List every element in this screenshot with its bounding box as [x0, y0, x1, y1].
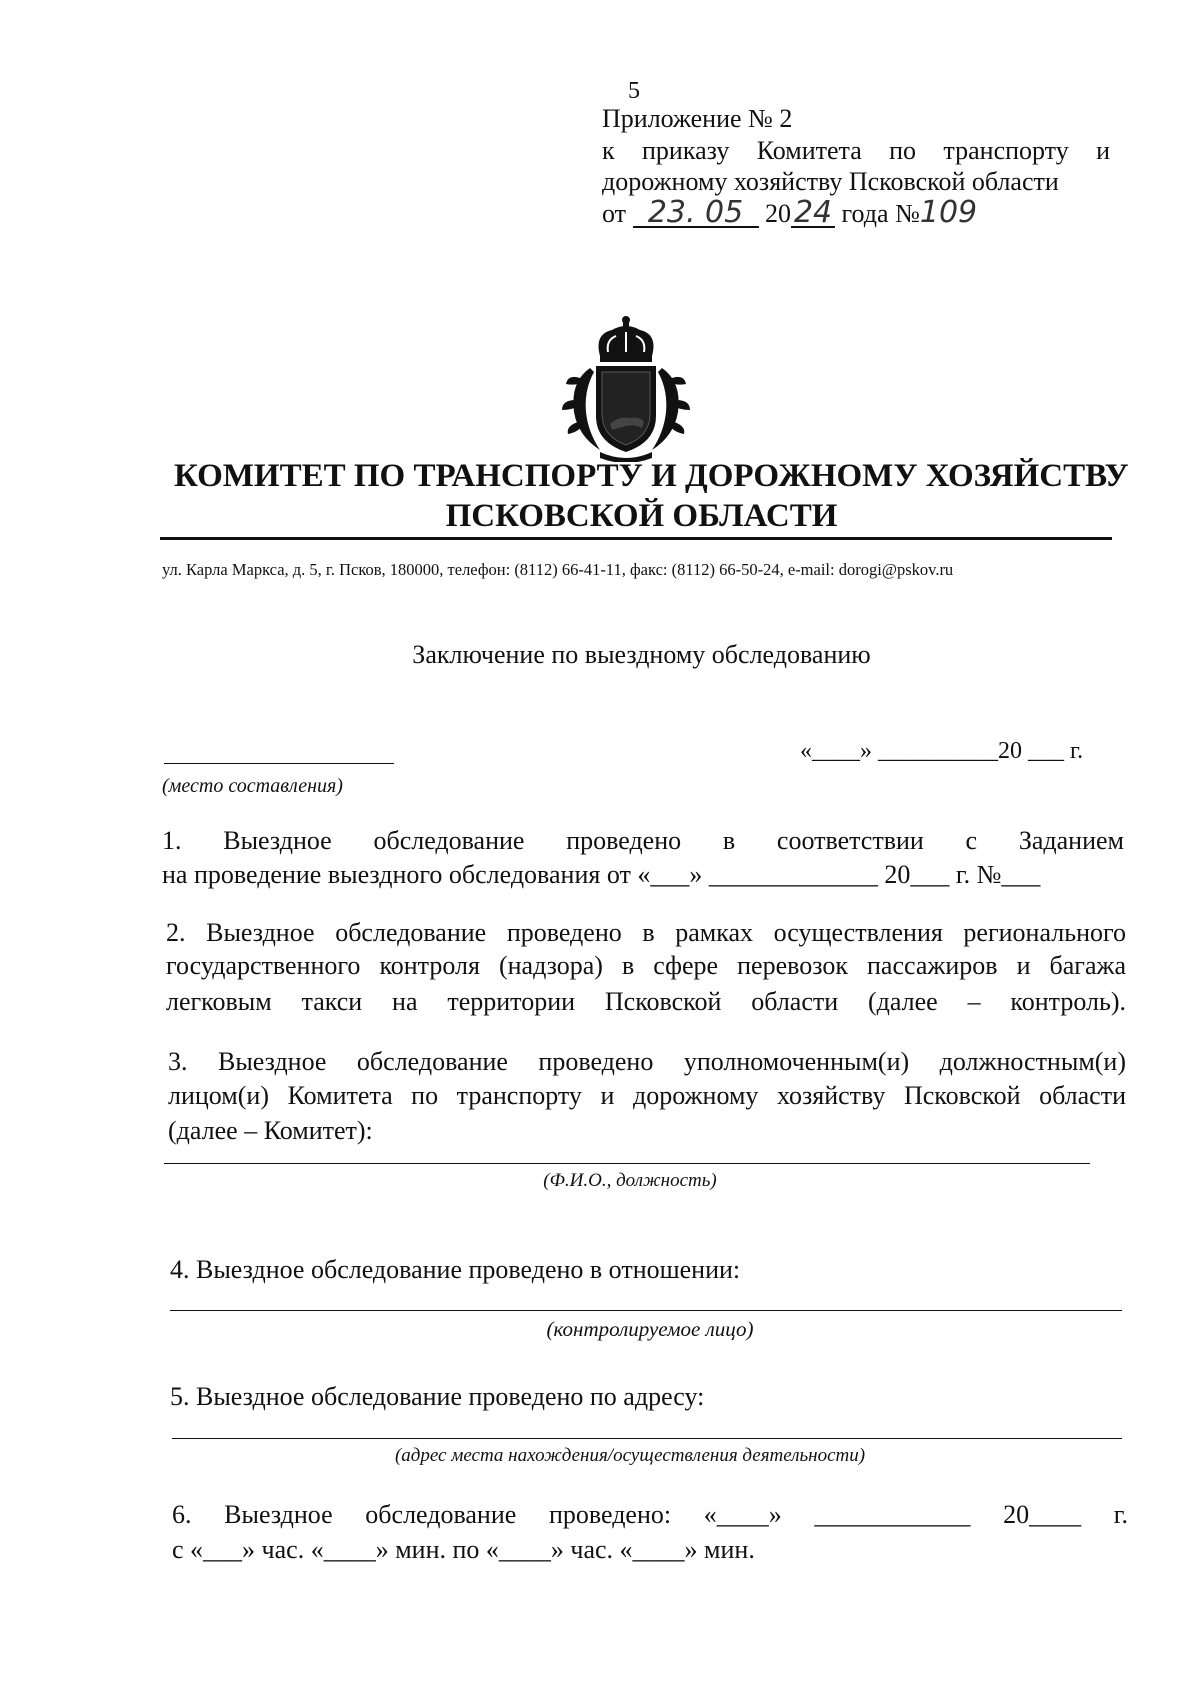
paragraph-5-fill-line	[172, 1438, 1122, 1439]
org-contacts: ул. Карла Маркса, д. 5, г. Псков, 180000, телефон: (8112) 66-41-11, факс: (8112) 66-50-24, e-mail: dorogi@pskov.ru	[162, 560, 954, 579]
appendix-title: Приложение № 2	[602, 104, 793, 133]
org-name-line-2: ПСКОВСКОЙ ОБЛАСТИ	[445, 498, 838, 534]
paragraph-2-line-2: государственного контроля (надзора) в сфере перевозок пассажиров и багажа	[166, 951, 1126, 980]
document-date-line: «____» __________20 ___ г.	[800, 738, 1084, 764]
document-title: Заключение по выездному обследованию	[412, 640, 871, 669]
appendix-date-handwritten: 23. 05	[633, 200, 759, 228]
place-line	[164, 763, 394, 764]
place-caption: (место составления)	[162, 775, 343, 797]
paragraph-2-line-1: 2. Выездное обследование проведено в рамках осуществления регионального	[166, 918, 1126, 947]
appendix-year-word: года №	[841, 199, 920, 228]
page-number: 5	[628, 78, 640, 104]
paragraph-4-text: 4. Выездное обследование проведено в отношении:	[170, 1255, 741, 1284]
appendix-year-prefix: 20	[765, 199, 792, 228]
paragraph-3-caption: (Ф.И.О., должность)	[543, 1170, 717, 1191]
paragraph-2-line-3: легковым такси на территории Псковской области (далее – контроль).	[166, 987, 1126, 1016]
appendix-order-number-handwritten: 109	[919, 195, 978, 230]
appendix-year-handwritten: 24	[791, 200, 835, 228]
paragraph-6-line-2: с «___» час. «____» мин. по «____» час. «____» мин.	[172, 1535, 755, 1564]
org-name-line-1: КОМИТЕТ ПО ТРАНСПОРТУ И ДОРОЖНОМУ ХОЗЯЙСТВУ	[174, 458, 1129, 494]
paragraph-4-caption: (контролируемое лицо)	[546, 1317, 754, 1341]
paragraph-5-caption: (адрес места нахождения/осуществления деятельности)	[394, 1445, 866, 1466]
paragraph-1-line-2: на проведение выездного обследования от «___» _____________ 20___ г. №___	[162, 860, 1041, 889]
org-divider	[160, 537, 1112, 540]
paragraph-3-line-2: лицом(и) Комитета по транспорту и дорожному хозяйству Псковской области	[168, 1081, 1126, 1110]
paragraph-3-line-3: (далее – Комитет):	[168, 1116, 373, 1145]
paragraph-4-fill-line	[170, 1310, 1122, 1311]
appendix-from-label: от	[602, 199, 627, 228]
paragraph-3-line-1: 3. Выездное обследование проведено уполномоченным(и) должностным(и)	[168, 1047, 1126, 1076]
paragraph-6-line-1: 6. Выездное обследование проведено: «____» ____________ 20____ г.	[172, 1500, 1128, 1529]
paragraph-1-line-1: 1. Выездное обследование проведено в соответствии с Заданием	[162, 826, 1124, 855]
appendix-date-line	[602, 195, 978, 230]
appendix-line-1: к приказу Комитета по транспорту и	[602, 136, 1110, 165]
emblem	[560, 312, 692, 462]
appendix-line-2: дорожному хозяйству Псковской области	[602, 167, 1059, 196]
pskov-coat-of-arms-icon	[560, 312, 692, 462]
paragraph-5-text: 5. Выездное обследование проведено по адресу:	[170, 1382, 705, 1411]
paragraph-3-fill-line	[164, 1163, 1090, 1164]
